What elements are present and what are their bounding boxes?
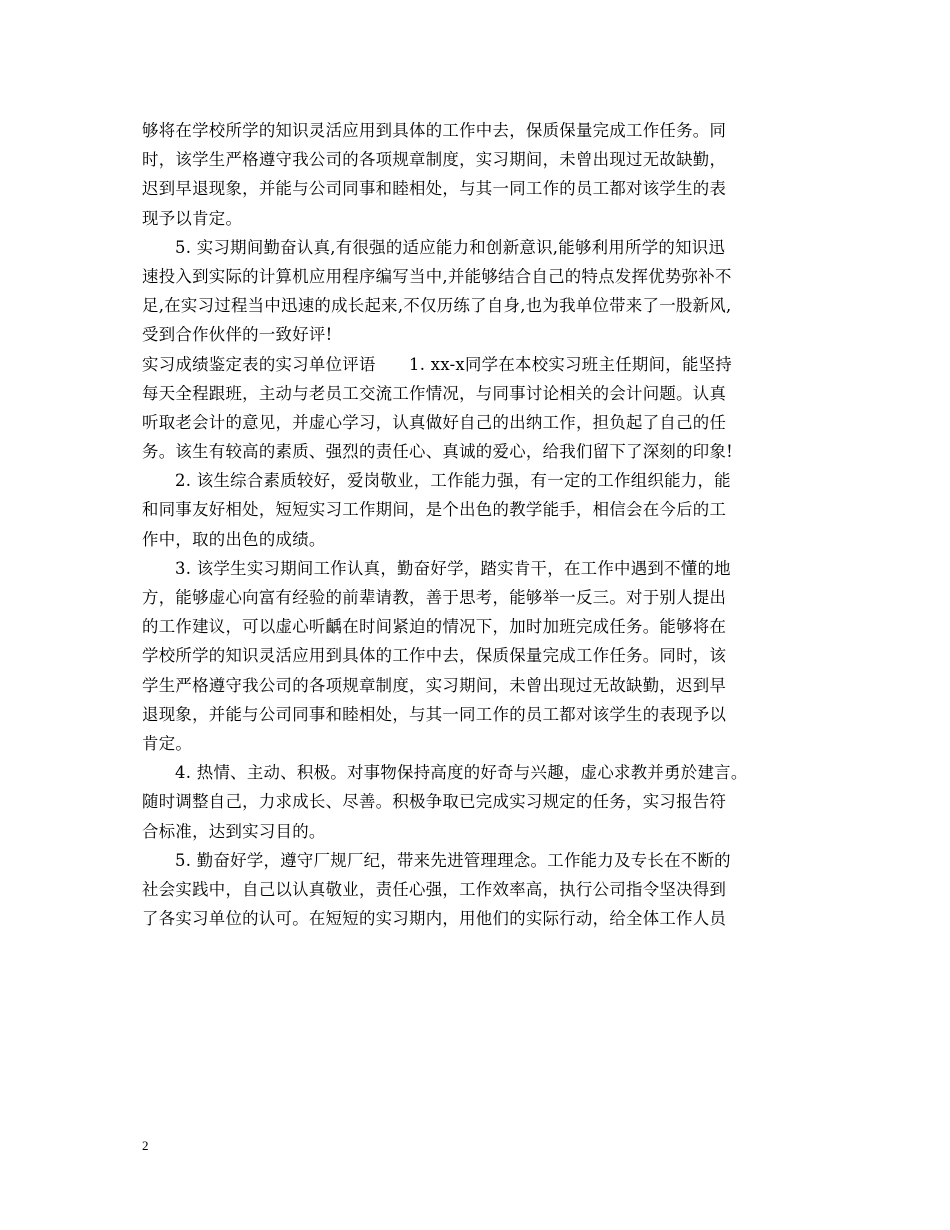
paragraph-start-line: 3. 该学生实习期间工作认真，勤奋好学，踏实肯干，在工作中遇到不懂的地 <box>175 558 731 578</box>
text-line: 时，该学生严格遵守我公司的各项规章制度，实习期间，未曾出现过无故缺勤， <box>142 150 727 170</box>
text-line: 了各实习单位的认可。在短短的实习期内，用他们的实际行动，给全体工作人员 <box>142 909 727 929</box>
text-line: 的工作建议，可以虚心听齲在时间紧迫的情况下，加时加班完成任务。能够将在 <box>142 617 727 637</box>
text-line: 够将在学校所学的知识灵活应用到具体的工作中去，保质保量完成工作任务。同 <box>142 121 727 140</box>
text-line: 学校所学的知识灵活应用到具体的工作中去，保质保量完成工作任务。同时，该 <box>142 646 727 666</box>
text-line: 学生严格遵守我公司的各项规章制度，实习期间，未曾出现过无故缺勤，迟到早 <box>142 675 727 695</box>
document-body <box>142 116 808 933</box>
text-line: 肯定。 <box>142 733 193 753</box>
paragraph-start-line: 5. 勤奋好学，遵守厂规厂纪，带来先进管理理念。工作能力及专长在不断的 <box>175 850 731 870</box>
text-line: 方，能够虚心向富有经验的前辈请教，善于思考，能够举一反三。对于别人提出 <box>142 588 727 607</box>
text-line: 退现象，并能与公司同事和睦相处，与其一同工作的员工都对该学生的表现予以 <box>142 704 727 724</box>
text-line: 受到合作伙伴的一致好评! <box>142 325 333 345</box>
text-line: 合标准，达到实习目的。 <box>142 821 326 841</box>
paragraph-start-line: 4. 热情、主动、积极。对事物保持高度的好奇与兴趣，虚心求教并勇於建言。 <box>175 763 748 783</box>
text-line: 听取老会计的意见，并虚心学习，认真做好自己的出纳工作，担负起了自己的任 <box>142 412 727 432</box>
paragraph-start-line: 5. 实习期间勤奋认真,有很强的适应能力和创新意识,能够利用所学的知识迅 <box>175 237 726 257</box>
text-line: 现予以肯定。 <box>142 208 243 228</box>
text-line: 社会实践中，自己以认真敬业，责任心强，工作效率高，执行公司指令坚决得到 <box>142 879 727 899</box>
text-line: 每天全程跟班，主动与老员工交流工作情况，与同事讨论相关的会计问题。认真 <box>142 383 727 403</box>
page-number: 2 <box>142 1138 149 1153</box>
text-line: 和同事友好相处，短短实习工作期间，是个出色的教学能手，相信会在今后的工 <box>142 500 727 520</box>
text-line: 迟到早退现象，并能与公司同事和睦相处，与其一同工作的员工都对该学生的表 <box>142 179 727 199</box>
text-line: 足,在实习过程当中迅速的成长起来,不仅历练了自身,也为我单位带来了一股新风, <box>142 296 732 316</box>
text-line: 作中，取的出色的成绩。 <box>142 529 326 549</box>
paragraph-start-line: 2. 该生综合素质较好，爱岗敬业，工作能力强，有一定的工作组织能力，能 <box>175 471 731 491</box>
text-line: 随时调整自己，力求成长、尽善。积极争取已完成实习规定的任务，实习报告符 <box>142 792 727 812</box>
text-line: 速投入到实际的计算机应用程序编写当中,并能够结合自己的特点发挥优势弥补不 <box>142 266 732 286</box>
section-heading-line: 实习成绩鉴定表的实习单位评语 1. xx-x同学在本校实习班主任期间，能坚持 <box>142 354 733 374</box>
text-line: 务。该生有较高的素质、强烈的责任心、真诚的爱心，给我们留下了深刻的印象! <box>142 442 734 462</box>
